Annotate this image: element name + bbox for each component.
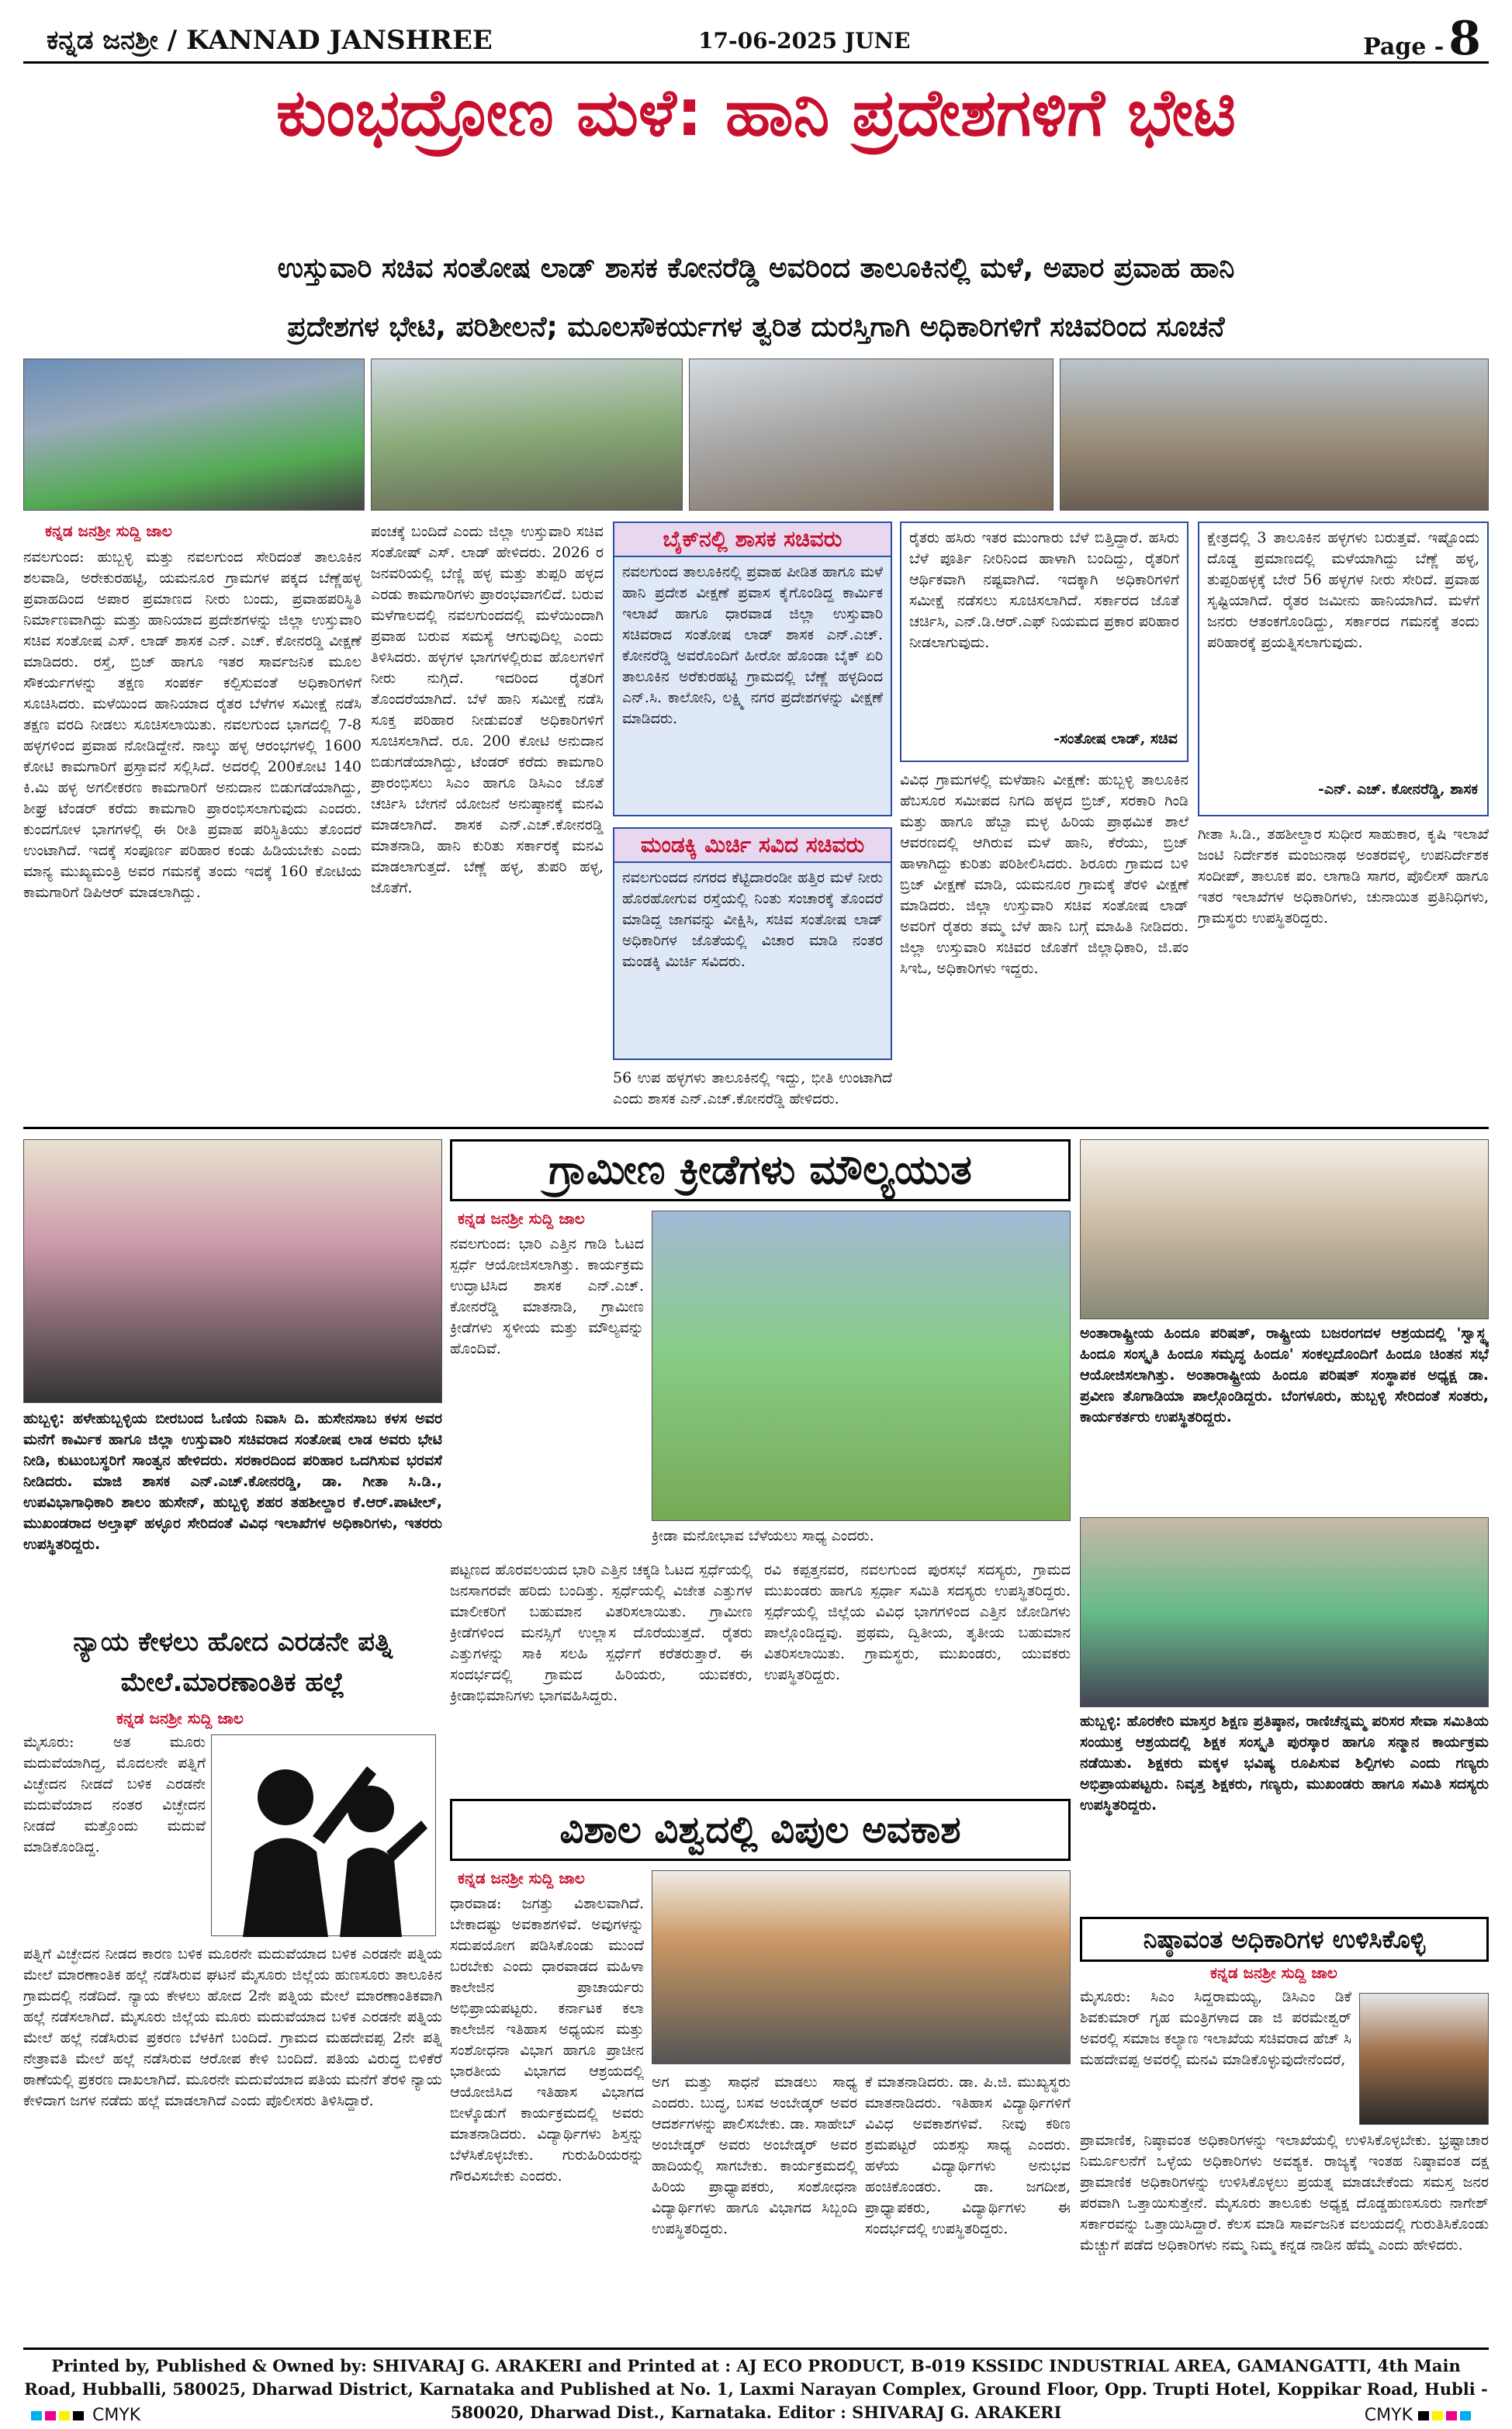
hindu-parishad-caption: ಅಂತಾರಾಷ್ಟ್ರೀಯ ಹಿಂದೂ ಪರಿಷತ್, ರಾಷ್ಟ್ರೀಯ ಬಜರಂಗದಳ ಆಶ್ರಯದಲ್ಲಿ 'ಸ್ವಾಸ್ಥ್ಯ ಹಿಂದೂ ಸಂಸ್ಕೃತಿ ಹಿಂದೂ ಸಮೃದ್ಧ ಹಿಂದೂ' ಸಂಕಲ್ಪದೊಂದಿಗೆ ಹಿಂದೂ ಚಿಂತನ ಸಭೆ ಆಯೋಜಿಸಲಾಗಿತ್ತು. ಅಂತಾರಾಷ್ಟ್ರೀಯ ಹಿಂದೂ ಪರಿಷತ್ ಸಂಸ್ಥಾಪಕ ಅಧ್ಯಕ್ಷ ಡಾ. ಪ್ರವೀಣ ತೊಗಾಡಿಯಾ ಪಾಲ್ಗೊಂಡಿದ್ದರು. ಬೆಂಗಳೂರು, ಹುಬ್ಬಳ್ಳಿ ಸೇರಿದಂತೆ ಸಂತರು, ಕಾರ್ಯಕರ್ತರು ಉಪಸ್ಥಿತರಿದ್ದರು. bbox=[1080, 1325, 1489, 1426]
color-registration-left bbox=[31, 2406, 233, 2424]
minister-quote-box bbox=[900, 521, 1188, 762]
assault-body: ಪತ್ನಿಗೆ ವಿಚ್ಛೇದನ ನೀಡದ ಕಾರಣ ಬಳಿಕ ಮೂರನೇ ಮದುವೆಯಾದ ಬಳಿಕ ಎರಡನೇ ಪತ್ನಿಯ ಮೇಲೆ ಮಾರಣಾಂತಿಕ ಹಲ್ಲೆ ನಡೆಸಿರುವ ಘಟನೆ ಮೈಸೂರು ಜಿಲ್ಲೆಯ ಹುಣಸೂರು ತಾಲೂಕಿನ ಗ್ರಾಮದಲ್ಲಿ ನಡೆದಿದೆ. ನ್ಯಾಯ ಕೇಳಲು ಹೋದ 2ನೇ ಪತ್ನಿಯ ಮೇಲೆ ಮಾರಣಾಂತಿಕವಾಗಿ ಹಲ್ಲೆ ನಡೆಸಲಾಗಿದೆ. ಮೈಸೂರು ಜಿಲ್ಲೆಯ ಮೂರು ಮದುವೆಯಾದ ಬಳಿಕ ಎರಡನೇ ಪತ್ನಿಯ ಮೇಲೆ ಹಲ್ಲೆ ನಡೆಸಿರುವ ಪ್ರಕರಣ ಬೆಳಕಿಗೆ ಬಂದಿದೆ. ಗ್ರಾಮದ ಮಹದೇವಪ್ಪ 2ನೇ ಪತ್ನಿ ನೇತ್ರಾವತಿ ಮೇಲೆ ಹಲ್ಲೆ ನಡೆಸಿರುವ ಆರೋಪ ಕೇಳಿ ಬಂದಿದೆ. ಪತಿಯ ವಿರುದ್ಧ ಬಿಳಿಕೆರೆ ಠಾಣೆಯಲ್ಲಿ ಪ್ರಕರಣ ದಾಖಲಾಗಿದೆ. ಮೂರನೇ ಮದುವೆಯಾದ ಪತಿಯ ಮನೆಗೆ ತೆರಳಿ ನ್ಯಾಯ ಕೇಳಿದಾಗ ಜಗಳ ನಡೆದು ಹಲ್ಲೆ ಮಾಡಲಾಗಿದೆ ಎಂದು ಪೊಲೀಸರು ತಿಳಿಸಿದ್ದಾರೆ. bbox=[23, 1946, 442, 2109]
opportunity-column-2: ಅಗ ಮತ್ತು ಸಾಧನೆ ಮಾಡಲು ಸಾಧ್ಯ ಎಂದರು. ಬುದ್ಧ, ಬಸವ ಅಂಬೇಡ್ಕರ್ ಅವರ ಆದರ್ಶಗಳನ್ನು ಪಾಲಿಸಬೇಕು. ಡಾ. ಸಾಹೇಬ್ ಅಂಬೇಡ್ಕರ್ ಅವರು ಅಂಬೇಡ್ಕರ್ ಅವರ ಹಾದಿಯಲ್ಲಿ ಸಾಗಬೇಕು. ಕಾರ್ಯಕ್ರಮದಲ್ಲಿ ಹಿರಿಯ ಪ್ರಾಧ್ಯಾಪಕರು, ಸಂಶೋಧನಾ ವಿದ್ಯಾರ್ಥಿಗಳು ಹಾಗೂ ವಿಭಾಗದ ಸಿಬ್ಬಂದಿ ಉಪಸ್ಥಿತರಿದ್ದರು. bbox=[652, 2074, 857, 2237]
registration-yellow-swatch bbox=[59, 2411, 70, 2420]
registration-magenta-swatch bbox=[45, 2411, 56, 2420]
lead-column-1: ನವಲಗುಂದ: ಹುಬ್ಬಳ್ಳಿ ಮತ್ತು ನವಲಗುಂದ ಸೇರಿದಂತೆ ತಾಲೂಕಿನ ಶಲವಾಡಿ, ಅರೇಕುರಹಟ್ಟಿ, ಯಮನೂರ ಗ್ರಾಮಗಳ ಪಕ್ಕದ ಬೆಣ್ಣೆಹಳ್ಳ ಪ್ರವಾಹದಿಂದ ಅಪಾರ ಪ್ರಮಾಣದ ನೀರು ಬಂದು, ಪ್ರವಾಹಪರಿಸ್ಥಿತಿ ನಿರ್ಮಾಣವಾಗಿದ್ದು ಮತ್ತು ಹಾನಿಯಾದ ಪ್ರದೇಶಗಳನ್ನು ಜಿಲ್ಲಾ ಉಸ್ತುವಾರಿ ಸಚಿವ ಸಂತೋಷ ಎಸ್. ಲಾಡ್ ಶಾಸಕ ಎನ್. ಎಚ್. ಕೋನರಡ್ಡಿ ವೀಕ್ಷಣೆ ಮಾಡಿದರು. ರಸ್ತೆ, ಬ್ರಿಜ್ ಹಾಗೂ ಇತರ ಸಾರ್ವಜನಿಕ ಮೂಲ ಸೌಕರ್ಯಗಳನ್ನು ತಕ್ಷಣ ಸಂಪರ್ಕ ಕಲ್ಪಿಸುವಂತೆ ಅಧಿಕಾರಿಗಳಿಗೆ ಸೂಚಿಸಿದರು. ಮಳೆಯಿಂದ ಹಾನಿಯಾದ ರೈತರ ಬೆಳೆಗಳ ಸಮೀಕ್ಷೆ ನಡೆಸಿ ತಕ್ಷಣ ವರದಿ ನೀಡಲು ಸೂಚಿಸಲಾಯಿತು. ನವಲಗುಂದ ಭಾಗದಲ್ಲಿ 7-8 ಹಳ್ಳಗಳಿಂದ ಪ್ರವಾಹ ನೋಡಿದ್ದೇನೆ. ನಾಲ್ಕು ಹಳ್ಳ ಆರಂಭಗಳಲ್ಲಿ 1600 ಕೋಟಿ ಕಾಮಗಾರಿಗೆ ಪ್ರಸ್ತಾವನೆ ಸಲ್ಲಿಸಿದೆ. ಅದರಲ್ಲಿ 200ಕೋಟಿ 140 ಕಿ.ಮಿ ಹಳ್ಳ ಅಗಲೀಕರಣ ಕಾಮಗಾರಿಗೆ ಅನುದಾನ ಬಿಡುಗಡೆಯಾಗಿದ್ದು, ಶೀಘ್ರ ಟೆಂಡರ್ ಕರೆದು ಕಾಮಗಾರಿ ಪ್ರಾರಂಭಿಸಲಾಗುವುದು ಎಂದರು. ಕುಂದಗೋಳ ಭಾಗಗಳಲ್ಲಿ ಈ ರೀತಿ ಪ್ರವಾಹ ಪರಿಸ್ಥಿತಿಯು ತೊಂದರೆ ಉಂಟಾಗಿದೆ. ಇದಕ್ಕೆ ಸಂಪೂರ್ಣ ಪರಿಹಾರ ಕಂಡು ಹಿಡಿಯಬೇಕು ಎಂದು ಮಾನ್ಯ ಮುಖ್ಯಮಂತ್ರಿ ಅವರ ಗಮನಕ್ಕೆ ತಂದು ಇದಕ್ಕೆ 160 ಕೋಟಿಯ ಕಾಮಗಾರಿಗೆ ಡಿಪಿಆರ್ ಮಾಡಲಾಗಿದ್ದು. bbox=[23, 549, 362, 901]
rural-sports-intro: ನವಲಗುಂದ: ಭಾರಿ ಎತ್ತಿನ ಗಾಡಿ ಓಟದ ಸ್ಪರ್ಧೆ ಆಯೋಜಿಸಲಾಗಿತ್ತು. ಕಾರ್ಯಕ್ರಮ ಉದ್ಘಾಟಿಸಿದ ಶಾಸಕ ಎನ್.ಎಚ್. ಕೋನರೆಡ್ಡಿ ಮಾತನಾಡಿ, ಗ್ರಾಮೀಣ ಕ್ರೀಡೆಗಳು ಸ್ಥಳೀಯ ಮತ್ತು ಮೌಲ್ಯವನ್ನು ಹೊಂದಿವೆ. bbox=[450, 1235, 644, 1357]
bike-visit-photo bbox=[689, 359, 1054, 511]
mla-quote-text: ಕ್ಷೇತ್ರದಲ್ಲಿ 3 ತಾಲೂಕಿನ ಹಳ್ಳಗಳು ಬರುತ್ತವೆ. ಇಷ್ಟೊಂದು ದೊಡ್ಡ ಪ್ರಮಾಣದಲ್ಲಿ ಮಳೆಯಾಗಿದ್ದು ಬೆಣ್ಣೆ ಹಳ್ಳ, ತುಪ್ಪರಿಹಳ್ಳಕ್ಕೆ ಬೇರೆ 56 ಹಳ್ಳಗಳ ನೀರು ಸೇರಿದೆ. ಪ್ರವಾಹ ಸೃಷ್ಟಿಯಾಗಿದೆ. ರೈತರ ಜಮೀನು ಹಾನಿಯಾಗಿದೆ. ಮಳೆಗೆ ಜನರು ಆತಂಕಗೊಂಡಿದ್ದು, ಸರ್ಕಾರದ ಗಮನಕ್ಕೆ ತಂದು ಪರಿಹಾರಕ್ಕೆ ಪ್ರಯತ್ನಿಸಲಾಗುವುದು. bbox=[1207, 529, 1479, 651]
opportunity-column-3: ಕೆ ಮಾತನಾಡಿದರು. ಡಾ. ಪಿ.ಜಿ. ಮುಖ್ಯಸ್ಥರು ಮಾತನಾಡಿದರು. ಇತಿಹಾಸ ವಿದ್ಯಾರ್ಥಿಗಳಿಗೆ ವಿವಿಧ ಅವಕಾಶಗಳಿವೆ. ನೀವು ಕಠಿಣ ಶ್ರಮಪಟ್ಟರೆ ಯಶಸ್ಸು ಸಾಧ್ಯ ಎಂದರು. ಹಳೆಯ ವಿದ್ಯಾರ್ಥಿಗಳು ಅನುಭವ ಹಂಚಿಕೊಂಡರು. ಡಾ. ಜಗದೀಶ, ಪ್ರಾಧ್ಯಾಪಕರು, ವಿದ್ಯಾರ್ಥಿಗಳು ಈ ಸಂದರ್ಭದಲ್ಲಿ ಉಪಸ್ಥಿತರಿದ್ದರು. bbox=[865, 2074, 1071, 2237]
registration-magenta-swatch bbox=[1446, 2411, 1457, 2420]
lead-subheadline-1: ಉಸ್ತುವಾರಿ ಸಚಿವ ಸಂತೋಷ ಲಾಡ್ ಶಾಸಕ ಕೋನರೆಡ್ಡಿ ಅವರಿಂದ ತಾಲೂಕಿನಲ್ಲಿ ಮಳೆ, ಅಪಾರ ಪ್ರವಾಹ ಹಾನಿ bbox=[277, 252, 1235, 284]
assault-headline: ನ್ಯಾಯ ಕೇಳಲು ಹೋದ ಎರಡನೇ ಪತ್ನಿ ಮೇಲೆ.ಮಾರಣಾಂತಿಕ ಹಲ್ಲೆ bbox=[73, 1627, 393, 1698]
lead-subheadline-2: ಪ್ರದೇಶಗಳ ಭೇಟಿ, ಪರಿಶೀಲನೆ; ಮೂಲಸೌಕರ್ಯಗಳ ತ್ವರಿತ ದುರಸ್ತಿಗಾಗಿ ಅಧಿಕಾರಿಗಳಿಗೆ ಸಚಿವರಿಂದ ಸೂಚನೆ bbox=[287, 311, 1225, 343]
cmyk-label-left: CMYK bbox=[92, 2406, 141, 2425]
college-event-photo bbox=[652, 1870, 1071, 2064]
officer-headline: ನಿಷ್ಠಾವಂತ ಅಧಿಕಾರಿಗಳ ಉಳಿಸಿಕೊಳ್ಳಿ bbox=[1080, 1917, 1489, 1962]
assault-byline: ಕನ್ನಡ ಜನಶ್ರೀ ಸುದ್ದಿ ಜಾಲ bbox=[116, 1709, 244, 1727]
mla-quote-sign: -ಎನ್. ಎಚ್. ಕೋನರೆಡ್ಡಿ, ಶಾಸಕ bbox=[1318, 781, 1478, 798]
lead-column-2: ಪಂಚಕ್ಕೆ ಬಂದಿದೆ ಎಂದು ಜಿಲ್ಲಾ ಉಸ್ತುವಾರಿ ಸಚಿವ ಸಂತೋಷ್ ಎಸ್. ಲಾಡ್ ಹೇಳಿದರು. 2026 ರ ಜನವರಿಯಲ್ಲಿ ಬೆಣ್ಣಿ ಹಳ್ಳ ಮತ್ತು ತುಪ್ಪರಿ ಹಳ್ಳದ ಎರಡು ಕಾಮಗಾರಿಗಳು ಪ್ರಾರಂಭವಾಗಲಿದೆ. ಬರುವ ಮಳೆಗಾಲದಲ್ಲಿ ನವಲಗುಂದದಲ್ಲಿ ಮಳೆಯಿಂದಾಗಿ ಪ್ರವಾಹ ಬರುವ ಸಮಸ್ಯೆ ಆಗುವುದಿಲ್ಲ ಎಂದು ತಿಳಿಸಿದರು. ಹಳ್ಳಗಳ ಭಾಗಗಳಲ್ಲಿರುವ ಹೊಲಗಳಿಗೆ ನೀರು ನುಗ್ಗಿದೆ. ಇದರಿಂದ ರೈತರಿಗೆ ತೊಂದರೆಯಾಗಿದೆ. ಬೆಳೆ ಹಾನಿ ಸಮೀಕ್ಷೆ ನಡೆಸಿ ಸೂಕ್ತ ಪರಿಹಾರ ನೀಡುವಂತೆ ಅಧಿಕಾರಿಗಳಿಗೆ ಸೂಚಿಸಲಾಗಿದೆ. ರೂ. 200 ಕೋಟಿ ಅನುದಾನ ಬಿಡುಗಡೆಯಾಗಿದ್ದು, ಟೆಂಡರ್ ಕರೆದು ಕಾಮಗಾರಿ ಪ್ರಾರಂಭಿಸಲು ಸಿಎಂ ಹಾಗೂ ಡಿಸಿಎಂ ಜೊತೆ ಚರ್ಚಿಸಿ ಬೇಗನೆ ಯೋಜನೆ ಅನುಷ್ಠಾನಕ್ಕೆ ಮನವಿ ಮಾಡಲಾಗಿದೆ. ಶಾಸಕ ಎನ್.ಎಚ್.ಕೋನರಡ್ಡಿ ಮಾತನಾಡಿ, ಹಾನಿ ಕುರಿತು ಸರ್ಕಾರಕ್ಕೆ ಮನವಿ ಮಾಡಲಾಗುತ್ತದೆ. ಬೆಣ್ಣೆ ಹಳ್ಳ, ತುಪರಿ ಹಳ್ಳ, ಜೊತೆಗೆ. bbox=[371, 523, 604, 896]
assault-silhouette-icon bbox=[212, 1735, 437, 1937]
lead-byline: ಕನ್ನಡ ಜನಶ್ರೀ ಸುದ್ದಿ ಜಾಲ bbox=[45, 521, 172, 540]
rural-sports-column-2: ರವಿ ಕಪ್ಪತ್ತನವರ, ನವಲಗುಂದ ಪುರಸಭೆ ಸದಸ್ಯರು, ಗ್ರಾಮದ ಮುಖಂಡರು ಹಾಗೂ ಸ್ಪರ್ಧಾ ಸಮಿತಿ ಸದಸ್ಯರು ಉಪಸ್ಥಿತರಿದ್ದರು. ಸ್ಪರ್ಧೆಯಲ್ಲಿ ಜಿಲ್ಲೆಯ ವಿವಿಧ ಭಾಗಗಳಿಂದ ಎತ್ತಿನ ಜೋಡಿಗಳು ಪಾಲ್ಗೊಂಡಿದ್ದವು. ಪ್ರಥಮ, ದ್ವಿತೀಯ, ತೃತೀಯ ಬಹುಮಾನ ವಿತರಿಸಲಾಯಿತು. ಗ್ರಾಮಸ್ಥರು, ಮುಖಂಡರು, ಯುವಕರು ಉಪಸ್ಥಿತರಿದ್ದರು. bbox=[764, 1561, 1071, 1683]
bike-sidebar-box bbox=[613, 521, 892, 816]
rural-sports-headline: ಗ್ರಾಮೀಣ ಕ್ರೀಡೆಗಳು ಮೌಲ್ಯಯುತ bbox=[450, 1139, 1071, 1201]
section-divider bbox=[23, 1127, 1489, 1129]
lead-column-4: ವಿವಿಧ ಗ್ರಾಮಗಳಲ್ಲಿ ಮಳೆಹಾನಿ ವೀಕ್ಷಣೆ: ಹುಬ್ಬಳ್ಳಿ ತಾಲೂಕಿನ ಹೆಬಸೂರ ಸಮೀಪದ ನಿಗದಿ ಹಳ್ಳದ ಬ್ರಿಜ್, ಸರಕಾರಿ ಗಿಂಡಿ ಮತ್ತು ಹಾಗೂ ಹೆಬ್ಬಾ ಮಳ್ಳ ಹಿರಿಯ ಪ್ರಾಥಮಿಕ ಶಾಲೆ ಆವರಣದಲ್ಲಿ ಆಗಿರುವ ಮಳೆ ಹಾನಿ, ಕೆರೆಯು, ಬ್ರಿಜ್ ಹಾಳಾಗಿದ್ದು ಕುರಿತು ಪರಿಶೀಲಿಸಿದರು. ಶಿರೂರು ಗ್ರಾಮದ ಬಳಿ ಬ್ರಿಜ್ ವೀಕ್ಷಣೆ ಮಾಡಿ, ಯಮನೂರ ಗ್ರಾಮಕ್ಕೆ ತೆರಳಿ ವೀಕ್ಷಣೆ ಮಾಡಿದರು. ಜಿಲ್ಲಾ ಉಸ್ತುವಾರಿ ಸಚಿವ ಸಂತೋಷ ಲಾಡ್ ಅವರಿಗೆ ರೈತರು ತಮ್ಮ ಬೆಳೆ ಹಾನಿ ಬಗ್ಗೆ ಮಾಹಿತಿ ನೀಡಿದರು. ಜಿಲ್ಲಾ ಉಸ್ತುವಾರಿ ಸಚಿವರ ಜೊತೆಗೆ ಜಿಲ್ಲಾಧಿಕಾರಿ, ಜಿ.ಪಂ ಸಿಇಓ, ಅಧಿಕಾರಿಗಳು ಇದ್ದರು. bbox=[900, 771, 1188, 977]
officer-body: ಪ್ರಾಮಾಣಿಕ, ನಿಷ್ಠಾವಂತ ಅಧಿಕಾರಿಗಳನ್ನು ಇಲಾಖೆಯಲ್ಲಿ ಉಳಿಸಿಕೊಳ್ಳಬೇಕು. ಭ್ರಷ್ಟಾಚಾರ ನಿರ್ಮೂಲನೆಗೆ ಒಳ್ಳೆಯ ಅಧಿಕಾರಿಗಳು ಅವಶ್ಯಕ. ರಾಜ್ಯಕ್ಕೆ ಇಂತಹ ನಿಷ್ಠಾವಂತ ದಕ್ಷ ಪ್ರಾಮಾಣಿಕ ಅಧಿಕಾರಿಗಳನ್ನು ಉಳಿಸಿಕೊಳ್ಳಲು ಪ್ರಯತ್ನ ಮಾಡಬೇಕೆಂದು ಸಮಸ್ತ ಜನರ ಪರವಾಗಿ ಒತ್ತಾಯಿಸುತ್ತೇನೆ. ಮೈಸೂರು ತಾಲೂಕು ಅಧ್ಯಕ್ಷ ದೊಡ್ಡಹುಣಸೂರು ನಾಗೇಶ್ ಸರ್ಕಾರವನ್ನು ಒತ್ತಾಯಿಸಿದ್ದಾರೆ. ಕೆಲಸ ಮಾಡಿ ಸಾರ್ವಜನಿಕ ವಲಯದಲ್ಲಿ ಗುರುತಿಸಿಕೊಂಡು ಮೆಚ್ಚುಗೆ ಪಡೆದ ಅಧಿಕಾರಿಗಳು ನಮ್ಮ ನಿಮ್ಮ ಕನ್ನಡ ನಾಡಿನ ಹೆಮ್ಮೆ ಎಂದು ಹೇಳಿದರು. bbox=[1080, 2132, 1489, 2254]
page-label: Page - bbox=[1363, 33, 1445, 61]
assault-intro: ಮೈಸೂರು: ಅತ ಮೂರು ಮದುವೆಯಾಗಿದ್ದ, ಮೊದಲನೇ ಪತ್ನಿಗೆ ವಿಚ್ಛೇದನ ನೀಡದೆ ಬಳಿಕ ಎರಡನೇ ಮದುವೆಯಾದ ನಂತರ ವಿಚ್ಛೇದನ ನೀಡದೆ ಮತ್ತೊಂದು ಮದುವೆ ಮಾಡಿಕೊಂಡಿದ್ದ. bbox=[23, 1734, 206, 1856]
opportunity-byline: ಕನ್ನಡ ಜನಶ್ರೀ ಸುದ್ದಿ ಜಾಲ bbox=[458, 1869, 585, 1887]
teachers-felicitation-photo bbox=[1080, 1517, 1489, 1707]
mandakki-sidebar-text: ನವಲಗುಂದದ ನಗರದ ಕೆಟ್ಟಿದಾರಂಡೀ ಹತ್ತಿರ ಮಳೆ ನೀರು ಹೊರಹೋಗುವ ರಸ್ತೆಯಲ್ಲಿ ನಿಂತು ಸಂಚಾರಕ್ಕೆ ತೊಂದರೆ ಮಾಡಿದ್ದ ಜಾಗವನ್ನು ವೀಕ್ಷಿಸಿ, ಸಚಿವ ಸಂತೋಷ ಲಾಡ್ ಅಧಿಕಾರಿಗಳ ಜೊತೆಯಲ್ಲಿ ವಿಚಾರ ಮಾಡಿ ನಂತರ ಮಂಡಕ್ಕಿ ಮಿರ್ಚಿ ಸವಿದರು. bbox=[622, 869, 883, 970]
page-number: 8 bbox=[1448, 12, 1481, 66]
bike-sidebar-title: ಬೈಕ್‌ನಲ್ಲಿ ಶಾಸಕ ಸಚಿವರು bbox=[614, 523, 891, 557]
officer-byline: ಕನ್ನಡ ಜನಶ್ರೀ ಸುದ್ದಿ ಜಾಲ bbox=[1210, 1963, 1337, 1982]
condolence-caption: ಹುಬ್ಬಳ್ಳಿ: ಹಳೇಹುಬ್ಬಳ್ಳಿಯ ಬೀರಬಂದ ಓಣಿಯ ನಿವಾಸಿ ದಿ. ಹುಸೇನಸಾಬ ಕಳಸ ಅವರ ಮನೆಗೆ ಕಾರ್ಮಿಕ ಹಾಗೂ ಜಿಲ್ಲಾ ಉಸ್ತುವಾರಿ ಸಚಿವರಾದ ಸಂತೋಷ ಲಾಡ ಅವರು ಭೇಟಿ ನೀಡಿ, ಕುಟುಂಬಸ್ಥರಿಗೆ ಸಾಂತ್ವನ ಹೇಳಿದರು. ಸರಕಾರದಿಂದ ಪರಿಹಾರ ಒದಗಿಸುವ ಭರವಸೆ ನೀಡಿದರು. ಮಾಜಿ ಶಾಸಕ ಎನ್.ಎಚ್.ಕೋನರಡ್ಡಿ, ಡಾ. ಗೀತಾ ಸಿ.ಡಿ., ಉಪವಿಭಾಗಾಧಿಕಾರಿ ಶಾಲಂ ಹುಸೇನ್, ಹುಬ್ಬಳ್ಳಿ ಶಹರ ತಹಶೀಲ್ದಾರ ಕೆ.ಆರ್.ಪಾಟೀಲ್, ಮುಖಂಡರಾದ ಅಲ್ತಾಫ್ ಹಳ್ಳೂರ ಸೇರಿದಂತೆ ವಿವಿಧ ಇಲಾಖೆಗಳ ಅಧಿಕಾರಿಗಳು, ಇತರರು ಉಪಸ್ಥಿತರಿದ್ದರು. bbox=[23, 1410, 442, 1553]
teachers-caption: ಹುಬ್ಬಳ್ಳಿ: ಹೊರಕೇರಿ ಮಾಸ್ತರ ಶಿಕ್ಷಣ ಪ್ರತಿಷ್ಠಾನ, ರಾಣಿಚೆನ್ನಮ್ಮ ಪರಿಸರ ಸೇವಾ ಸಮಿತಿಯ ಸಂಯುಕ್ತ ಆಶ್ರಯದಲ್ಲಿ ಶಿಕ್ಷಕ ಸಂಸ್ಕೃತಿ ಪುರಸ್ಕಾರ ಹಾಗೂ ಸನ್ಮಾನ ಕಾರ್ಯಕ್ರಮ ನಡೆಯಿತು. ಶಿಕ್ಷಕರು ಮಕ್ಕಳ ಭವಿಷ್ಯ ರೂಪಿಸುವ ಶಿಲ್ಪಿಗಳು ಎಂದು ಗಣ್ಯರು ಅಭಿಪ್ರಾಯಪಟ್ಟರು. ನಿವೃತ್ತ ಶಿಕ್ಷಕರು, ಗಣ್ಯರು, ಮುಖಂಡರು ಹಾಗೂ ಸಮಿತಿ ಸದಸ್ಯರು ಉಪಸ್ಥಿತರಿದ್ದರು. bbox=[1080, 1713, 1489, 1814]
registration-cyan-swatch bbox=[1460, 2411, 1471, 2420]
minister-quote-sign: -ಸಂತೋಷ ಲಾಡ್, ಸಚಿವ bbox=[1054, 730, 1178, 747]
registration-black-swatch bbox=[73, 2411, 84, 2420]
masthead-date: 17-06-2025 JUNE bbox=[698, 28, 911, 54]
rural-sports-column-1: ಪಟ್ಟಣದ ಹೊರವಲಯದ ಭಾರಿ ಎತ್ತಿನ ಚಕ್ಕಡಿ ಓಟದ ಸ್ಪರ್ಧೆಯಲ್ಲಿ ಜನಸಾಗರವೇ ಹರಿದು ಬಂದಿತ್ತು. ಸ್ಪರ್ಧೆಯಲ್ಲಿ ವಿಜೇತ ಎತ್ತುಗಳ ಮಾಲೀಕರಿಗೆ ಬಹುಮಾನ ವಿತರಿಸಲಾಯಿತು. ಗ್ರಾಮೀಣ ಕ್ರೀಡೆಗಳಿಂದ ಮನಸ್ಸಿಗೆ ಉಲ್ಲಾಸ ದೊರೆಯುತ್ತದೆ. ರೈತರು ಎತ್ತುಗಳನ್ನು ಸಾಕಿ ಸಲಹಿ ಸ್ಪರ್ಧೆಗೆ ಕರೆತರುತ್ತಾರೆ. ಈ ಸಂದರ್ಭದಲ್ಲಿ ಗ್ರಾಮದ ಹಿರಿಯರು, ಯುವಕರು, ಕ್ರೀಡಾಭಿಮಾನಿಗಳು ಭಾಗವಹಿಸಿದ್ದರು. bbox=[450, 1561, 753, 1704]
masthead bbox=[23, 12, 1489, 66]
minister-quote-text: ರೈತರು ಹಸಿರು ಇತರ ಮುಂಗಾರು ಬೆಳೆ ಬಿತ್ತಿದ್ದಾರೆ. ಹಸಿರು ಬೆಳೆ ಪೂರ್ತಿ ನೀರಿನಿಂದ ಹಾಳಾಗಿ ಬಂದಿದ್ದು, ರೈತರಿಗೆ ಆರ್ಥಿಕವಾಗಿ ನಷ್ಟವಾಗಿದೆ. ಇದಕ್ಕಾಗಿ ಅಧಿಕಾರಿಗಳಿಗೆ ಸಮೀಕ್ಷೆ ನಡೆಸಲು ಸೂಚಿಸಲಾಗಿದೆ. ಸರ್ಕಾರದ ಜೊತೆ ಚರ್ಚಿಸಿ, ಎನ್.ಡಿ.ಆರ್.ಎಫ್ ನಿಯಮದ ಪ್ರಕಾರ ಪರಿಹಾರ ನೀಡಲಾಗುವುದು. bbox=[909, 529, 1179, 651]
officer-intro: ಮೈಸೂರು: ಸಿಎಂ ಸಿದ್ದರಾಮಯ್ಯ, ಡಿಸಿಎಂ ಡಿಕೆ ಶಿವಕುಮಾರ್ ಗೃಹ ಮಂತ್ರಿಗಳಾದ ಡಾ ಜಿ ಪರಮೇಶ್ವರ್ ಅವರಲ್ಲಿ ಸಮಾಜ ಕಲ್ಯಾಣ ಇಲಾಖೆಯ ಸಚಿವರಾದ ಹೆಚ್ ಸಿ ಮಹದೇವಪ್ಪ ಅವರಲ್ಲಿ ಮನವಿ ಮಾಡಿಕೊಳ್ಳುವುದೇನೆಂದರೆ, bbox=[1080, 1988, 1351, 2068]
assault-illustration bbox=[211, 1734, 436, 1936]
mandakki-sidebar-title: ಮಂಡಕ್ಕಿ ಮಿರ್ಚಿ ಸವಿದ ಸಚಿವರು bbox=[614, 829, 891, 863]
condolence-visit-photo bbox=[23, 1139, 442, 1403]
imprint-text: Printed by, Published & Owned by: SHIVARAJ G. ARAKERI and Printed at : AJ ECO PRODUCT, B-019 KSSIDC INDUSTRIAL AREA, GAMANGATTI, 4th Main Road, Hubballi, 580025, Dharwad District, Karnataka and Published at No. 1, Laxmi Narayan Complex, Ground Floor, Opp. Trupti Hotel, Koppikar Road, Hubli - 580020, Dharwad Dist., Karnataka. Editor : SHIVARAJ G. ARAKERI bbox=[24, 2356, 1488, 2422]
flood-damage-photo bbox=[1060, 359, 1489, 511]
bike-sidebar-text: ನವಲಗುಂದ ತಾಲೂಕಿನಲ್ಲಿ ಪ್ರವಾಹ ಪೀಡಿತ ಹಾಗೂ ಮಳೆ ಹಾನಿ ಪ್ರದೇಶ ವೀಕ್ಷಣೆ ಪ್ರವಾಸ ಕೈಗೊಂಡಿದ್ದ ಕಾರ್ಮಿಕ ಇಲಾಖೆ ಹಾಗೂ ಧಾರವಾಡ ಜಿಲ್ಲಾ ಉಸ್ತುವಾರಿ ಸಚಿವರಾದ ಸಂತೋಷ ಲಾಡ್ ಶಾಸಕ ಎನ್.ಎಚ್. ಕೋನರೆಡ್ಡಿ ಅವರೊಂದಿಗೆ ಹೀರೋ ಹೊಂಡಾ ಬೈಕ್ ಏರಿ ತಾಲೂಕಿನ ಅರೆಕುರಹಟ್ಟಿ ಗ್ರಾಮದಲ್ಲಿ ಬೆಣ್ಣೆ ಹಳ್ಳದಿಂದ ಎನ್.ಸಿ. ಕಾಲೋನಿ, ಲಕ್ಷ್ಮಿ ನಗರ ಪ್ರದೇಶಗಳನ್ನು ವೀಕ್ಷಣೆ ಮಾಡಿದರು. bbox=[622, 563, 883, 727]
opportunity-headline: ವಿಶಾಲ ವಿಶ್ವದಲ್ಲಿ ವಿಪುಲ ಅವಕಾಶ bbox=[450, 1799, 1071, 1861]
mandakki-sidebar-box bbox=[613, 827, 892, 1060]
officer-portrait bbox=[1359, 1993, 1489, 2125]
lead-headline: ಕುಂಭದ್ರೋಣ ಮಳೆ: ಹಾನಿ ಪ್ರದೇಶಗಳಿಗೆ ಭೇಟಿ bbox=[276, 74, 1236, 151]
color-registration-right bbox=[1241, 2406, 1474, 2424]
mla-quote-box bbox=[1198, 521, 1489, 816]
registration-yellow-swatch bbox=[1432, 2411, 1443, 2420]
bullock-cart-race-photo bbox=[652, 1211, 1071, 1521]
rural-sports-byline: ಕನ್ನಡ ಜನಶ್ರೀ ಸುದ್ದಿ ಜಾಲ bbox=[458, 1209, 585, 1228]
hindu-parishad-photo bbox=[1080, 1139, 1489, 1319]
cmyk-label-right: CMYK bbox=[1364, 2406, 1413, 2425]
flood-visit-photo-1 bbox=[23, 359, 365, 511]
masthead-brand: ಕನ್ನಡ ಜನಶ್ರೀ / KANNAD JANSHREE bbox=[47, 25, 493, 56]
registration-black-swatch bbox=[1418, 2411, 1429, 2420]
rural-sports-caption: ಕ್ರೀಡಾ ಮನೋಭಾವ ಬೆಳೆಯಲು ಸಾಧ್ಯ ಎಂದರು. bbox=[652, 1527, 874, 1544]
page-indicator bbox=[1363, 12, 1481, 66]
flood-visit-photo-2 bbox=[371, 359, 683, 511]
lead-column-5: ಗೀತಾ ಸಿ.ಡಿ., ತಹಶೀಲ್ದಾರ ಸುಧೀರ ಸಾಹುಕಾರ, ಕೃಷಿ ಇಲಾಖೆ ಜಂಟಿ ನಿರ್ದೇಶಕ ಮಂಜುನಾಥ ಅಂತರವಳ್ಳಿ, ಉಪನಿರ್ದೇಶಕ ಸಂದೀಪ್, ತಾಲೂಕ ಪಂ. ಲಾಗಾಡಿ ಸಾಗರ, ಪೊಲೀಸ್ ಹಾಗೂ ಇತರ ಇಲಾಖೆಗಳ ಅಧಿಕಾರಿಗಳು, ಚುನಾಯಿತ ಪ್ರತಿನಿಧಿಗಳು, ಗ್ರಾಮಸ್ಥರು ಉಪಸ್ಥಿತರಿದ್ದರು. bbox=[1198, 826, 1489, 927]
opportunity-column-1: ಧಾರವಾಡ: ಜಗತ್ತು ವಿಶಾಲವಾಗಿದೆ. ಬೇಕಾದಷ್ಟು ಅವಕಾಶಗಳಿವೆ. ಅವುಗಳನ್ನು ಸದುಪಯೋಗ ಪಡಿಸಿಕೊಂಡು ಮುಂದೆ ಬರಬೇಕು ಎಂದು ಧಾರವಾಡದ ಮಹಿಳಾ ಕಾಲೇಜಿನ ಪ್ರಾಚಾರ್ಯರು ಅಭಿಪ್ರಾಯಪಟ್ಟರು. ಕರ್ನಾಟಕ ಕಲಾ ಕಾಲೇಜಿನ ಇತಿಹಾಸ ಅಧ್ಯಯನ ಮತ್ತು ಸಂಶೋಧನಾ ವಿಭಾಗ ಹಾಗೂ ಪ್ರಾಚೀನ ಭಾರತೀಯ ವಿಭಾಗದ ಆಶ್ರಯದಲ್ಲಿ ಆಯೋಜಿಸಿದ ಇತಿಹಾಸ ವಿಭಾಗದ ಬೀಳ್ಕೊಡುಗೆ ಕಾರ್ಯಕ್ರಮದಲ್ಲಿ ಅವರು ಮಾತನಾಡಿದರು. ವಿದ್ಯಾರ್ಥಿಗಳು ಶಿಸ್ತನ್ನು ಬೆಳೆಸಿಕೊಳ್ಳಬೇಕು. ಗುರುಹಿರಿಯರನ್ನು ಗೌರವಿಸಬೇಕು ಎಂದರು. bbox=[450, 1895, 644, 2185]
registration-cyan-swatch bbox=[31, 2411, 42, 2420]
lead-footnote: 56 ಉಪ ಹಳ್ಳಗಳು ತಾಲೂಕಿನಲ್ಲಿ ಇದ್ದು, ಭೀತಿ ಉಂಟಾಗಿದೆ ಎಂದು ಶಾಸಕ ಎನ್.ಎಚ್.ಕೋನರೆಡ್ಡಿ ಹೇಳಿದರು. bbox=[613, 1069, 892, 1107]
